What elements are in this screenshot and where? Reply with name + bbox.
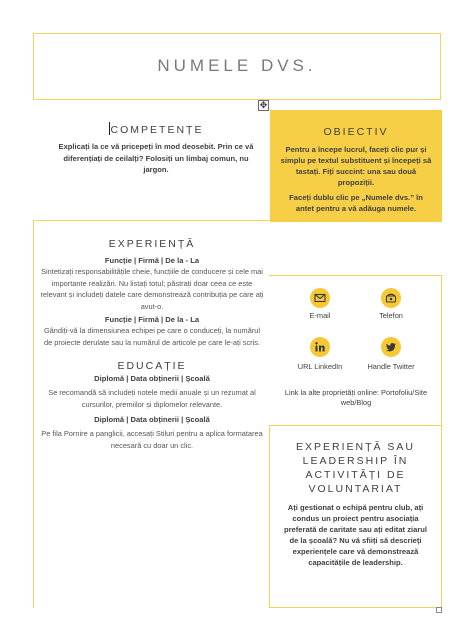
job-subtitle[interactable]: Funcție | Firmă | De la - La [104,256,200,265]
objective-heading[interactable]: OBIECTIV [323,126,389,138]
skills-section [52,122,260,176]
objective-text-2[interactable]: Faceți dublu clic pe „Numele dvs.” în antet pentru a vă adăuga numele. [289,193,423,213]
twitter-label[interactable]: Handle Twitter [367,362,415,371]
name-header-box[interactable] [33,33,441,100]
phone-icon[interactable] [381,288,401,308]
experience-heading[interactable]: EXPERIENȚĂ [108,238,196,250]
objective-text-1[interactable]: Pentru a începe lucrul, faceți clic pur și simplu pe textul substituent și începeți să tastați. Fiți succint: una sau două propoziții. [280,145,432,187]
education-description[interactable]: Se recomandă să includeți notele medii anuale și un rezumat al cursurilor, premiilor și diplomelor relevante. [48,388,256,409]
education-subtitle[interactable]: Diplomă | Data obținerii | Școală [94,374,210,383]
education-description[interactable]: Pe fila Pornire a panglicii, accesați Stiluri pentru a aplica formatarea necesară cu doar un clic. [41,429,263,450]
education-heading[interactable]: EDUCAȚIE [117,360,187,372]
experience-education-content [40,238,264,451]
job-description[interactable]: Gândiți-vă la dimensiunea echipei pe care o conduceți, la numărul de proiecte derulate sau la numărul de articole pe care le-ați scris. [43,326,261,347]
move-handle-icon[interactable]: ✥ [259,100,268,110]
phone-label[interactable]: Telefon [379,311,403,320]
page-title[interactable]: NUMELE DVS. [157,56,317,75]
email-label[interactable]: E-mail [309,311,331,320]
skills-text[interactable]: Explicați la ce vă pricepeți în mod deosebit. Prin ce vă diferențiați de ceilalți? Folosiți un limbaj comun, nu jargon. [58,142,254,174]
resize-handle[interactable] [436,607,442,613]
text-cursor [109,122,110,135]
job-description[interactable]: Sintetizați responsabilitățile cheie, funcțiile de conducere și cele mai importante realizări. Nu listați totul; păstrați doar ceea ce este relevant și includeți datele care demonstrează contribuția pe care ați avut-o. [40,267,264,311]
education-subtitle[interactable]: Diplomă | Data obținerii | Școală [94,415,210,424]
objective-section [270,110,442,222]
volunteer-text[interactable]: Ați gestionat o echipă pentru club, ați condus un proiect pentru asociația preferată de caritate sau ați editat ziarul de la școală? Nu vă sfiiți să descrieți experiențele care vă demonstrează capacitățile de leadership. [283,503,428,567]
skills-heading[interactable] [52,122,260,136]
envelope-icon[interactable] [310,288,330,308]
volunteer-section [269,425,442,608]
online-links[interactable]: Link la alte proprietăți online: Portofoliu/Site web/Blog [284,388,428,407]
linkedin-label[interactable]: URL LinkedIn [297,362,343,371]
volunteer-heading[interactable]: EXPERIENȚĂ SAU LEADERSHIP ÎN ACTIVITĂȚI DE VOLUNTARIAT [295,441,416,495]
skills-title: COMPETENȚE [110,124,204,136]
job-subtitle[interactable]: Funcție | Firmă | De la - La [104,315,200,324]
linkedin-icon[interactable] [310,337,330,357]
twitter-icon[interactable] [381,337,401,357]
